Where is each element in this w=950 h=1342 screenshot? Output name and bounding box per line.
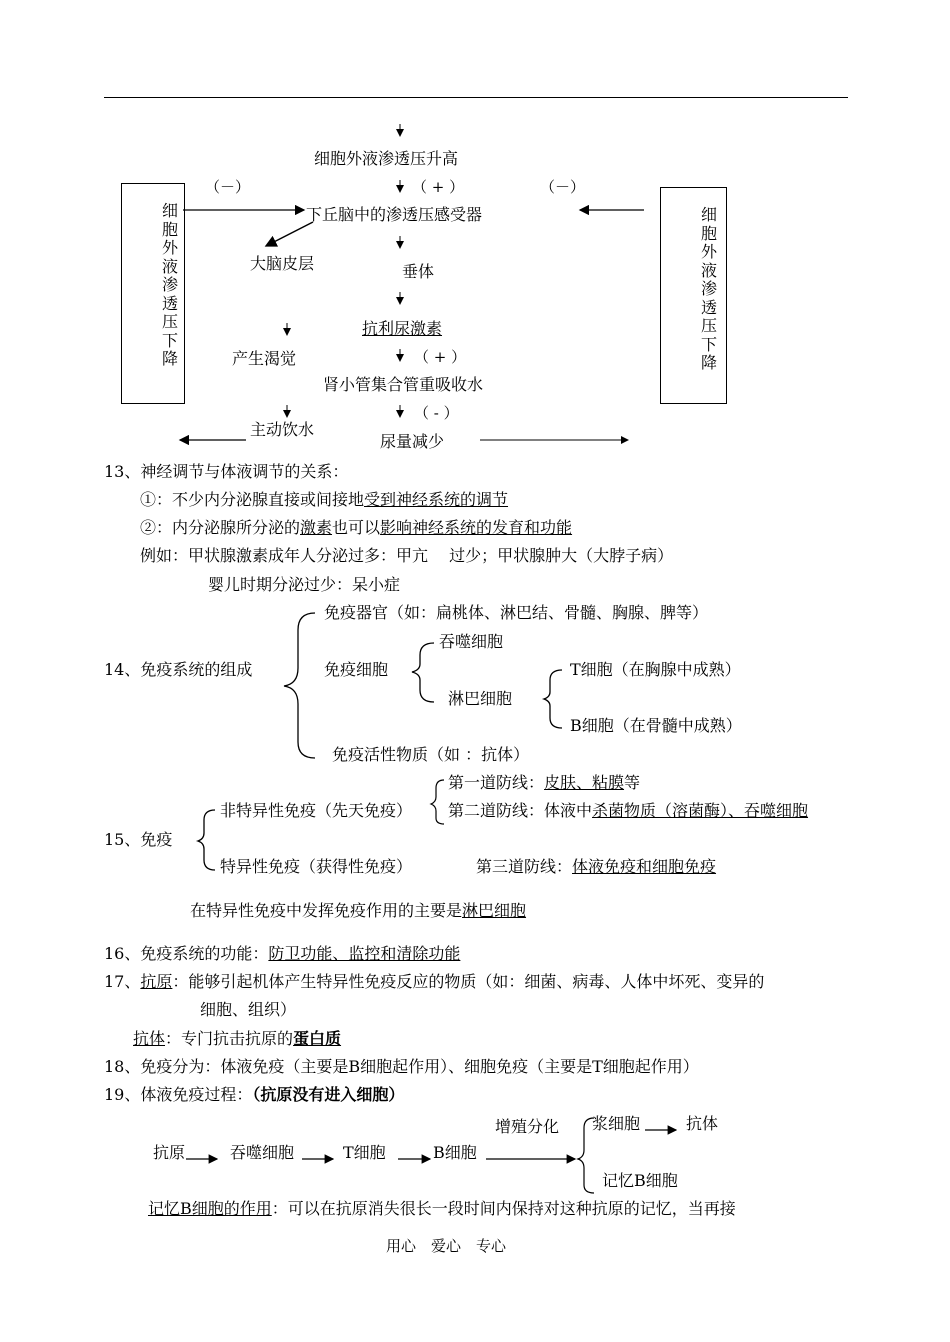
s15-line-2: 第二道防线：体液中杀菌物质（溶菌酶）、吞噬细胞: [448, 801, 809, 820]
flow-minus-right: （－）: [540, 178, 586, 196]
s13-item-1: ①：不少内分泌腺直接或间接地受到神经系统的调节: [140, 490, 509, 509]
s14-b-cell: B细胞（在骨髓中成熟）: [570, 716, 742, 735]
s19-antibody: 抗体: [686, 1114, 719, 1133]
brace-immune-system: [284, 613, 315, 758]
s13-example-2: 婴儿时期分泌过少：呆小症: [208, 575, 401, 594]
s14-phago: 吞噬细胞: [439, 632, 504, 651]
s17-antigen: 17、抗原：能够引起机体产生特异性免疫反应的物质（如：细菌、病毒、人体中坏死、变异的: [104, 972, 765, 991]
s16-function: 16、免疫系统的功能：防卫功能、监控和清除功能: [104, 944, 461, 963]
s19-title: 19、体液免疫过程：（抗原没有进入细胞）: [104, 1085, 405, 1104]
flow-thirst: 产生渴觉: [232, 349, 297, 368]
s15-line-1: 第一道防线：皮肤、粘膜等: [448, 773, 641, 792]
s14-active: 免疫活性物质（如 ：抗体）: [332, 745, 530, 764]
right-box-text: 细胞外液渗透压下降: [700, 205, 717, 372]
footer: 用心 爱心 专心: [386, 1237, 507, 1255]
brace-lymphocytes: [544, 670, 562, 728]
flow-cortex: 大脑皮层: [250, 254, 315, 273]
s13-item-2: ②：内分泌腺所分泌的激素也可以影响神经系统的发育和功能: [140, 518, 573, 537]
s15-title: 15、免疫: [104, 830, 173, 849]
brace-nonspecific: [431, 780, 444, 824]
flow-rise: 细胞外液渗透压升高: [314, 149, 459, 168]
s17-antibody: 抗体：专门抗击抗原的蛋白质: [133, 1029, 342, 1048]
s19-memory: 记忆B细胞: [602, 1171, 678, 1190]
s14-organ: 免疫器官（如：扁桃体、淋巴结、骨髓、胸腺、脾等）: [324, 603, 709, 622]
s19-memory-role: 记忆B细胞的作用：可以在抗原消失很长一段时间内保持对这种抗原的记忆，当再接: [148, 1199, 736, 1218]
s19-plasma: 浆细胞: [592, 1114, 641, 1133]
brace-immune-cells: [412, 643, 434, 702]
s18-text: 18、免疫分为：体液免疫（主要是B细胞起作用）、细胞免疫（主要是T细胞起作用）: [104, 1057, 699, 1076]
flow-minus-left: （－）: [205, 178, 251, 196]
s19-antigen: 抗原: [153, 1143, 186, 1162]
s14-cell: 免疫细胞: [324, 660, 389, 679]
s17-antigen-cont: 细胞、组织）: [200, 1000, 297, 1019]
s15-main: 在特异性免疫中发挥免疫作用的主要是淋巴细胞: [190, 901, 527, 920]
flow-adh: 抗利尿激素: [362, 319, 443, 338]
flow-minus-3: （ - ）: [414, 404, 459, 422]
flow-plus-2: （ + ）: [414, 348, 467, 366]
brace-immunity: [198, 810, 215, 870]
s14-lymph: 淋巴细胞: [448, 689, 513, 708]
s13-title: 13、神经调节与体液调节的关系：: [104, 462, 349, 481]
arrow-to-cortex: [266, 222, 313, 246]
s13-example-1: 例如：甲状腺激素成年人分泌过多：甲亢 过少；甲状腺肿大（大脖子病）: [140, 546, 674, 565]
flow-plus-1: （ + ）: [412, 178, 465, 196]
s15-nonspecific: 非特异性免疫（先天免疫）: [220, 801, 413, 820]
s14-t-cell: T细胞（在胸腺中成熟）: [570, 660, 741, 679]
s19-prolif: 增殖分化: [495, 1117, 560, 1136]
flow-urine: 尿量减少: [380, 432, 445, 451]
left-box-text: 细胞外液渗透压下降: [161, 201, 178, 368]
s14-title: 14、免疫系统的组成: [104, 660, 253, 679]
flow-hypothalamus: 下丘脑中的渗透压感受器: [306, 205, 483, 224]
flow-drink: 主动饮水: [250, 420, 315, 439]
s19-phago: 吞噬细胞: [230, 1143, 295, 1162]
s19-t-cell: T细胞: [343, 1143, 386, 1162]
s15-line-3: 第三道防线：体液免疫和细胞免疫: [476, 857, 717, 876]
flow-kidney: 肾小管集合管重吸收水: [323, 375, 484, 394]
s15-specific: 特异性免疫（获得性免疫）: [220, 857, 413, 876]
flow-pituitary: 垂体: [402, 262, 435, 281]
s19-b-cell: B细胞: [433, 1143, 477, 1162]
